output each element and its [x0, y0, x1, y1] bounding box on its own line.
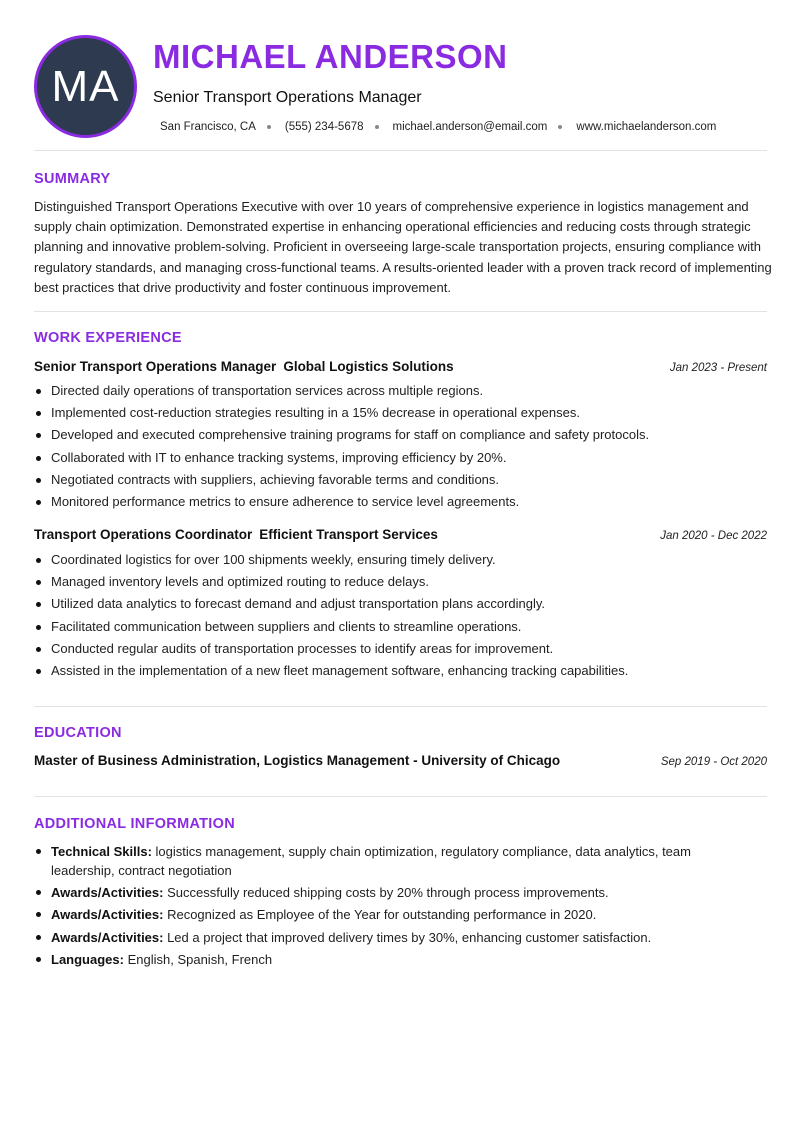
- divider: [34, 706, 767, 707]
- item-label: Technical Skills:: [51, 844, 152, 859]
- list-item: Collaborated with IT to enhance tracking systems, improving efficiency by 20%.: [34, 447, 774, 469]
- contact-email[interactable]: michael.anderson@email.com: [393, 121, 577, 133]
- experience-heading: WORK EXPERIENCE: [34, 330, 182, 346]
- job-company: Efficient Transport Services: [259, 527, 438, 542]
- candidate-role: Senior Transport Operations Manager: [153, 89, 422, 106]
- job-dates: Jan 2020 - Dec 2022: [660, 530, 767, 542]
- list-item: Directed daily operations of transportation services across multiple regions.: [34, 380, 774, 402]
- list-item: Managed inventory levels and optimized routing to reduce delays.: [34, 571, 774, 593]
- list-item: Implemented cost-reduction strategies resulting in a 15% decrease in operational expenses.: [34, 402, 774, 424]
- contact-phone[interactable]: (555) 234-5678: [285, 121, 393, 133]
- contact-location: San Francisco, CA: [160, 121, 285, 133]
- list-item: Monitored performance metrics to ensure adherence to service level agreements.: [34, 491, 774, 513]
- separator-dot: [267, 125, 271, 129]
- summary-text: Distinguished Transport Operations Executive with over 10 years of comprehensive experience in logistics management and supply chain optimization. Demonstrated expertise in enhancing operational efficiencies and reducing costs through strategic planning and innovative problem-solving. Proficient in overseeing large-scale transportation projects, ensuring compliance with regulatory standards, and managing cross-functional teams. A results-oriented leader with a proven track record of implementing best practices that drive productivity and foster continuous improvement.: [34, 199, 772, 295]
- divider: [34, 311, 767, 312]
- job-role: Senior Transport Operations Manager: [34, 359, 277, 374]
- list-item: [34, 928, 734, 947]
- additional-heading: ADDITIONAL INFORMATION: [34, 816, 235, 832]
- item-text: Successfully reduced shipping costs by 20% through process improvements.: [163, 885, 609, 901]
- item-label: Awards/Activities:: [51, 885, 164, 901]
- job-title: [34, 527, 438, 542]
- list-item: Developed and executed comprehensive training programs for staff on compliance and safety protocols.: [34, 424, 774, 446]
- job-bullets: [34, 380, 774, 513]
- list-item: [34, 950, 734, 969]
- list-item: Conducted regular audits of transportation processes to identify areas for improvement.: [34, 638, 774, 660]
- item-text: Recognized as Employee of the Year for outstanding performance in 2020.: [163, 907, 597, 923]
- education-degree: Master of Business Administration, Logistics Management - University of Chicago: [34, 753, 561, 768]
- job-dates: Jan 2023 - Present: [669, 362, 767, 374]
- job-role: Transport Operations Coordinator: [34, 527, 253, 542]
- job-title: [34, 359, 454, 374]
- divider: [34, 150, 767, 151]
- education-heading: EDUCATION: [34, 725, 122, 741]
- additional-list: [34, 842, 734, 972]
- avatar-initials: MA: [51, 61, 120, 111]
- separator-dot: [375, 125, 379, 129]
- list-item: [34, 842, 734, 880]
- list-item: [34, 905, 734, 924]
- item-label: Awards/Activities:: [51, 929, 164, 945]
- contact-website[interactable]: www.michaelanderson.com: [576, 121, 717, 133]
- list-item: Utilized data analytics to forecast demand and adjust transportation plans accordingly.: [34, 593, 774, 615]
- list-item: Negotiated contracts with suppliers, achieving favorable terms and conditions.: [34, 469, 774, 491]
- item-text: English, Spanish, French: [123, 951, 273, 967]
- list-item: Coordinated logistics for over 100 shipments weekly, ensuring timely delivery.: [34, 549, 774, 571]
- item-text: logistics management, supply chain optimization, regulatory compliance, data analytics, team leadership, contract negotiation: [51, 844, 691, 878]
- list-item: [34, 883, 734, 902]
- list-item: Facilitated communication between suppliers and clients to streamline operations.: [34, 616, 774, 638]
- item-label: Awards/Activities:: [51, 907, 164, 923]
- job-header: [34, 359, 767, 374]
- item-text: Led a project that improved delivery times by 30%, enhancing customer satisfaction.: [163, 929, 652, 945]
- item-label: Languages:: [51, 951, 124, 967]
- education-dates: Sep 2019 - Oct 2020: [660, 756, 767, 768]
- separator-dot: [558, 125, 562, 129]
- education-entry: [34, 753, 767, 768]
- list-item: Assisted in the implementation of a new fleet management software, enhancing tracking capabilities.: [34, 660, 774, 682]
- job-header: [34, 527, 767, 542]
- divider: [34, 796, 767, 797]
- contact-bar: [160, 121, 716, 133]
- summary-heading: SUMMARY: [34, 171, 111, 187]
- job-company: Global Logistics Solutions: [283, 359, 454, 374]
- candidate-name: MICHAEL ANDERSON: [153, 38, 508, 75]
- avatar: [34, 35, 137, 138]
- job-bullets: [34, 549, 774, 682]
